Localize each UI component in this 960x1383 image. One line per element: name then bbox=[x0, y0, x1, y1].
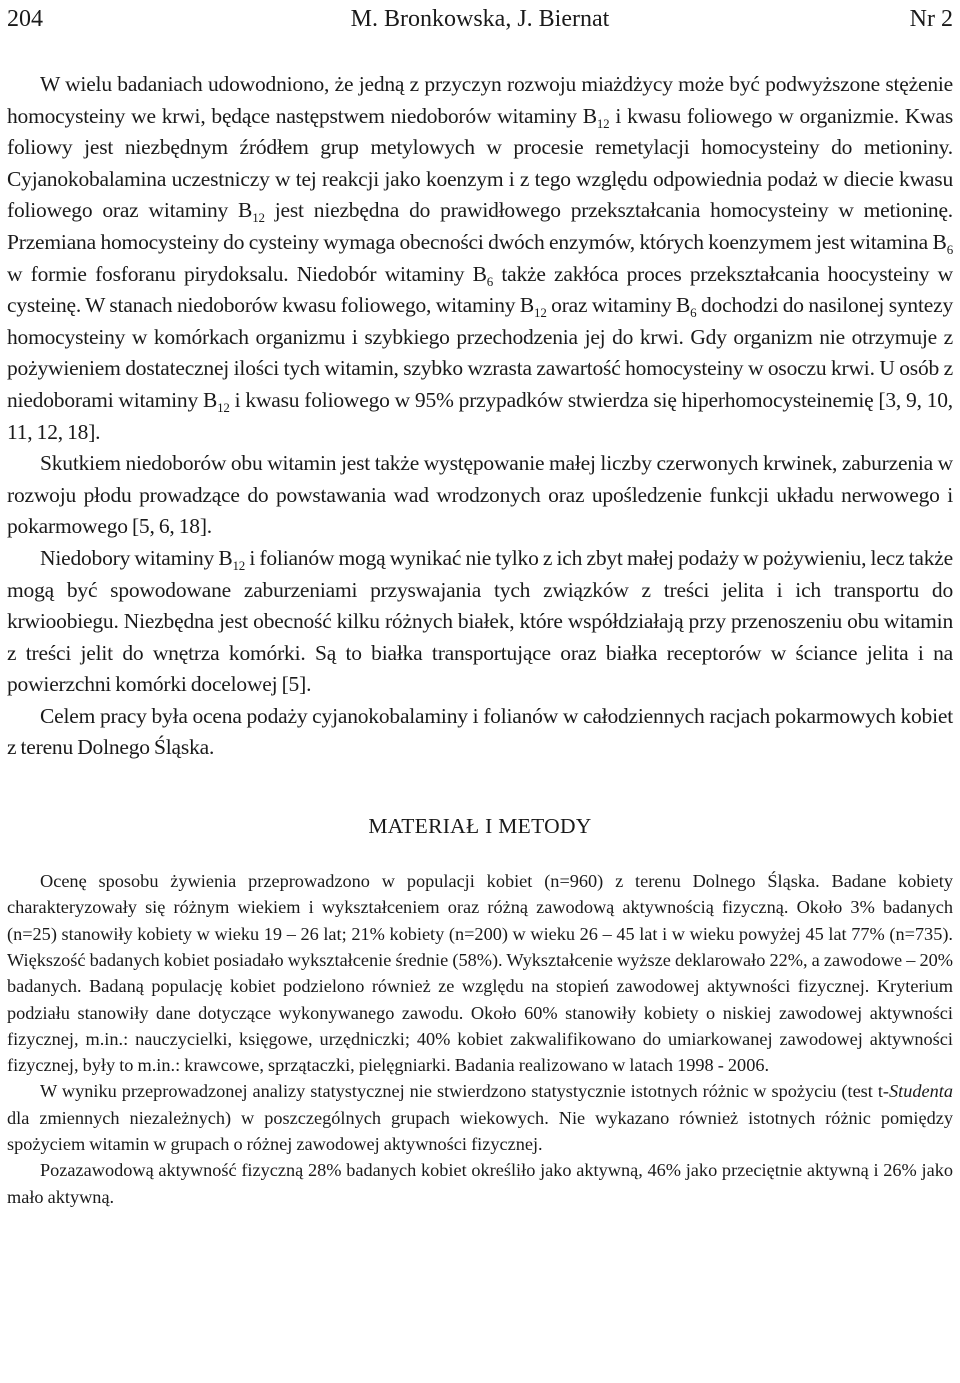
subscript: 6 bbox=[486, 273, 494, 289]
page-number: 204 bbox=[7, 6, 43, 32]
paragraph: Niedobory witaminy $B_{12}$ i folianów mogą wynikać nie tylko z ich zbyt małej podaży w pożywieniu, lecz także mogą być spowodowane zaburzeniami przyswajania tych związków z treści jelita i ich transportu do krwioobiegu. Niezbędna jest obecność kilku różnych białek, które współdziałają przy przenoszeniu obu witamin z treści jelit do wnętrza komórki. Są to białka transportujące oraz białka receptorów w ściance jelita i na powierzchni komórki docelowej [5]. bbox=[7, 545, 953, 697]
paragraph: Skutkiem niedoborów obu witamin jest także występowanie małej liczby czerwonych krwinek, zaburzenia w rozwoju płodu prowadzące do powstawania wad wrodzonych oraz upośledzenie funkcji układu nerwowego i pokarmowego [5, 6, 18]. bbox=[7, 451, 953, 539]
paragraph: Celem pracy była ocena podaży cyjanokobalaminy i folianów w całodziennych racjach pokarmowych kobiet z terenu Dolnego Śląska. bbox=[7, 703, 953, 760]
running-header bbox=[7, 3, 953, 39]
italic-term: Studenta bbox=[889, 1081, 953, 1102]
introduction-body bbox=[7, 69, 953, 764]
subscript: 6 bbox=[690, 305, 697, 321]
paragraph: Pozazawodową aktywność fizyczną 28% badanych kobiet określiło jako aktywną, 46% jako przeciętnie aktywną i 26% jako mało aktywną. bbox=[7, 1160, 953, 1207]
paragraph: W wielu badaniach udowodniono, że jedną z przyczyn rozwoju miażdżycy może być podwyższone stężenie homocysteiny we krwi, będące następstwem niedoborów witaminy $B_{12}$ i kwasu foliowego w organizmie. Kwas foliowy jest niezbędnym źródłem grup metylowych w procesie remetylacji homocysteiny do metioniny. Cyjanokobalamina uczestniczy w tej reakcji jako koenzym i z tego względu odpowiednia podaż w diecie kwasu foliowego oraz witaminy $B_{12}$ jest niezbędna do prawidłowego przekształcania homocysteiny w metioninę. Przemiana homocysteiny do cysteiny wymaga obecności dwóch enzymów, których koenzymem jest witamina $B_6$ w formie fosforanu pirydoksalu. Niedobór witaminy $B_6$ także zakłóca proces przekształcania hoocysteiny w cysteinę. W stanach niedoborów kwasu foliowego, witaminy $B_{12}$ oraz witaminy $B_6$ dochodzi do nasilonej syntezy homocysteiny w komórkach organizmu i szybkiego przechodzenia jej do krwi. Gdy organizm nie otrzymuje z pożywieniem dostatecznej ilości tych witamin, szybko wzrasta zawartość homocysteiny w osoczu krwi. U osób z niedoborami witaminy $B_{12}$ i kwasu foliowego w 95% przypadków stwierdza się hiperhomocysteinemię [3, 9, 10, 11, 12, 18]. bbox=[7, 72, 954, 444]
issue-number: Nr 2 bbox=[909, 6, 953, 32]
paragraph: W wyniku przeprowadzonej analizy statystycznej nie stwierdzono statystycznie istotnych różnic w spożyciu (test t-Studenta dla zmiennych niezależnych) w poszczególnych grupach wiekowych. Nie wykazano również istotnych różnic pomiędzy spożyciem witamin w grupach o różnej zawodowej aktywności fizycznej. bbox=[7, 1081, 953, 1155]
subscript: 12 bbox=[534, 305, 547, 321]
paragraph: Ocenę sposobu żywienia przeprowadzono w populacji kobiet (n=960) z terenu Dolnego Śląska. Badane kobiety charakteryzowały się różnym wiekiem i wykształceniem oraz różną zawodową aktywnością fizyczną. Około 3% badanych (n=25) stanowiły kobiety w wieku 19 – 26 lat; 21% kobiety (n=200) w wieku 26 – 45 lat i w wieku powyżej 45 lat 77% (n=735). Większość badanych kobiet posiadało wykształcenie średnie (58%). Wykształcenie wyższe deklarowało 22%, a zawodowe – 20% badanych. Badaną populację kobiet podzielono również ze względu na stopień zawodowej aktywności fizycznej. Kryterium podziału stanowiły dane dotyczące wykonywanego zawodu. Około 60% stanowiły kobiety o niskiej zawodowej aktywności fizycznej, m.in.: nauczycielki, księgowe, urzędniczki; 40% kobiet zakwalifikowano do umiarkowanej zawodowej aktywności fizycznej, były to m.in.: krawcowe, sprzątaczki, pielęgniarki. Badania realizowano w latach 1998 - 2006. bbox=[7, 871, 953, 1076]
section-heading: MATERIAŁ I METODY bbox=[368, 814, 592, 839]
subscript: 6 bbox=[946, 241, 953, 257]
document-page bbox=[7, 0, 953, 1210]
subscript: 12 bbox=[596, 115, 610, 131]
running-authors: M. Bronkowska, J. Biernat bbox=[350, 6, 610, 32]
subscript: 12 bbox=[232, 557, 246, 573]
methods-body bbox=[7, 868, 953, 1210]
subscript: 12 bbox=[217, 399, 230, 415]
subscript: 12 bbox=[252, 210, 265, 226]
